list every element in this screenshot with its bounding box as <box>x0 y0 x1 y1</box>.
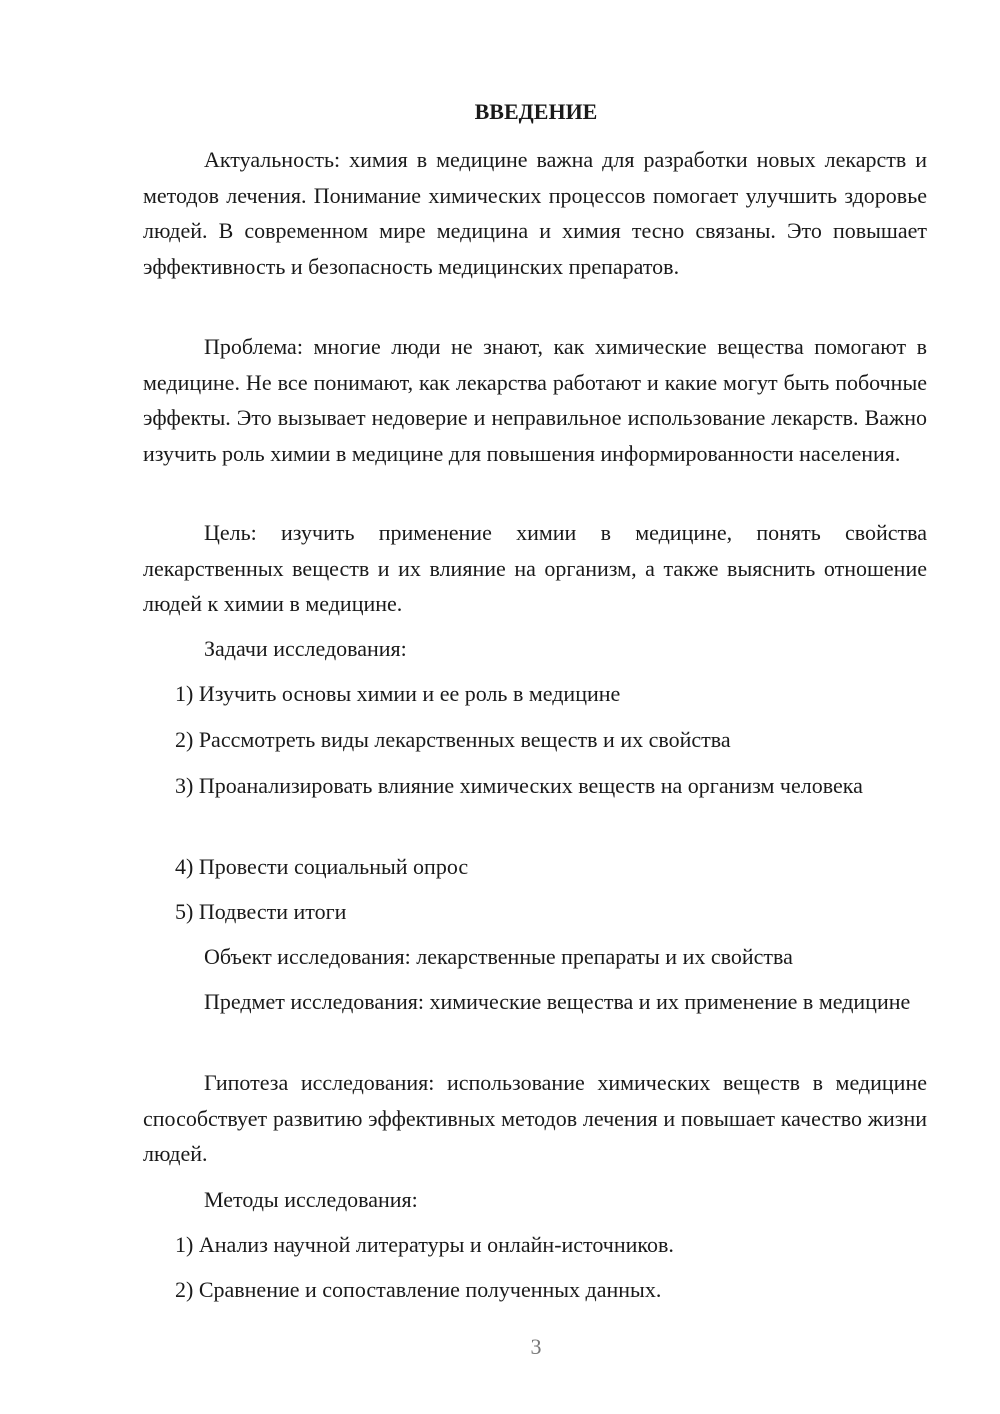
goal-paragraph: Цель: изучить применение химии в медицине, понять свойства лекарственных веществ и их влияние на организм, а также выяснить отношение людей к химии в медицине. <box>143 520 927 616</box>
task-item-1: 1) Изучить основы химии и ее роль в медицине <box>175 681 621 706</box>
task-item-4: 4) Провести социальный опрос <box>175 854 469 879</box>
problem-paragraph: Проблема: многие люди не знают, как химические вещества помогают в медицине. Не все понимают, как лекарства работают и какие могут быть побочные эффекты. Это вызывает недоверие и неправильное использование лекарств. Важно изучить роль химии в медицине для повышения информированности населения. <box>143 334 927 466</box>
page-number: 3 <box>530 1334 542 1359</box>
methods-heading: Методы исследования: <box>204 1187 418 1212</box>
page-title: ВВЕДЕНИЕ <box>474 99 598 124</box>
method-item-1: 1) Анализ научной литературы и онлайн-источников. <box>175 1232 674 1257</box>
task-item-5: 5) Подвести итоги <box>175 899 347 924</box>
research-subject: Предмет исследования: химические вещества и их применение в медицине <box>204 989 911 1014</box>
tasks-heading: Задачи исследования: <box>204 636 407 661</box>
research-object: Объект исследования: лекарственные препараты и их свойства <box>204 944 793 969</box>
task-item-3: 3) Проанализировать влияние химических веществ на организм человека <box>175 773 863 798</box>
relevance-paragraph: Актуальность: химия в медицине важна для разработки новых лекарств и методов лечения. Понимание химических процессов помогает улучшить здоровье людей. В современном мире медицина и химия тесно связаны. Это повышает эффективность и безопасность медицинских препаратов. <box>143 147 927 279</box>
method-item-2: 2) Сравнение и сопоставление полученных данных. <box>175 1277 662 1302</box>
task-item-2: 2) Рассмотреть виды лекарственных веществ и их свойства <box>175 727 731 752</box>
research-hypothesis: Гипотеза исследования: использование химических веществ в медицине способствует развитию эффективных методов лечения и повышает качество жизни людей. <box>143 1070 927 1166</box>
